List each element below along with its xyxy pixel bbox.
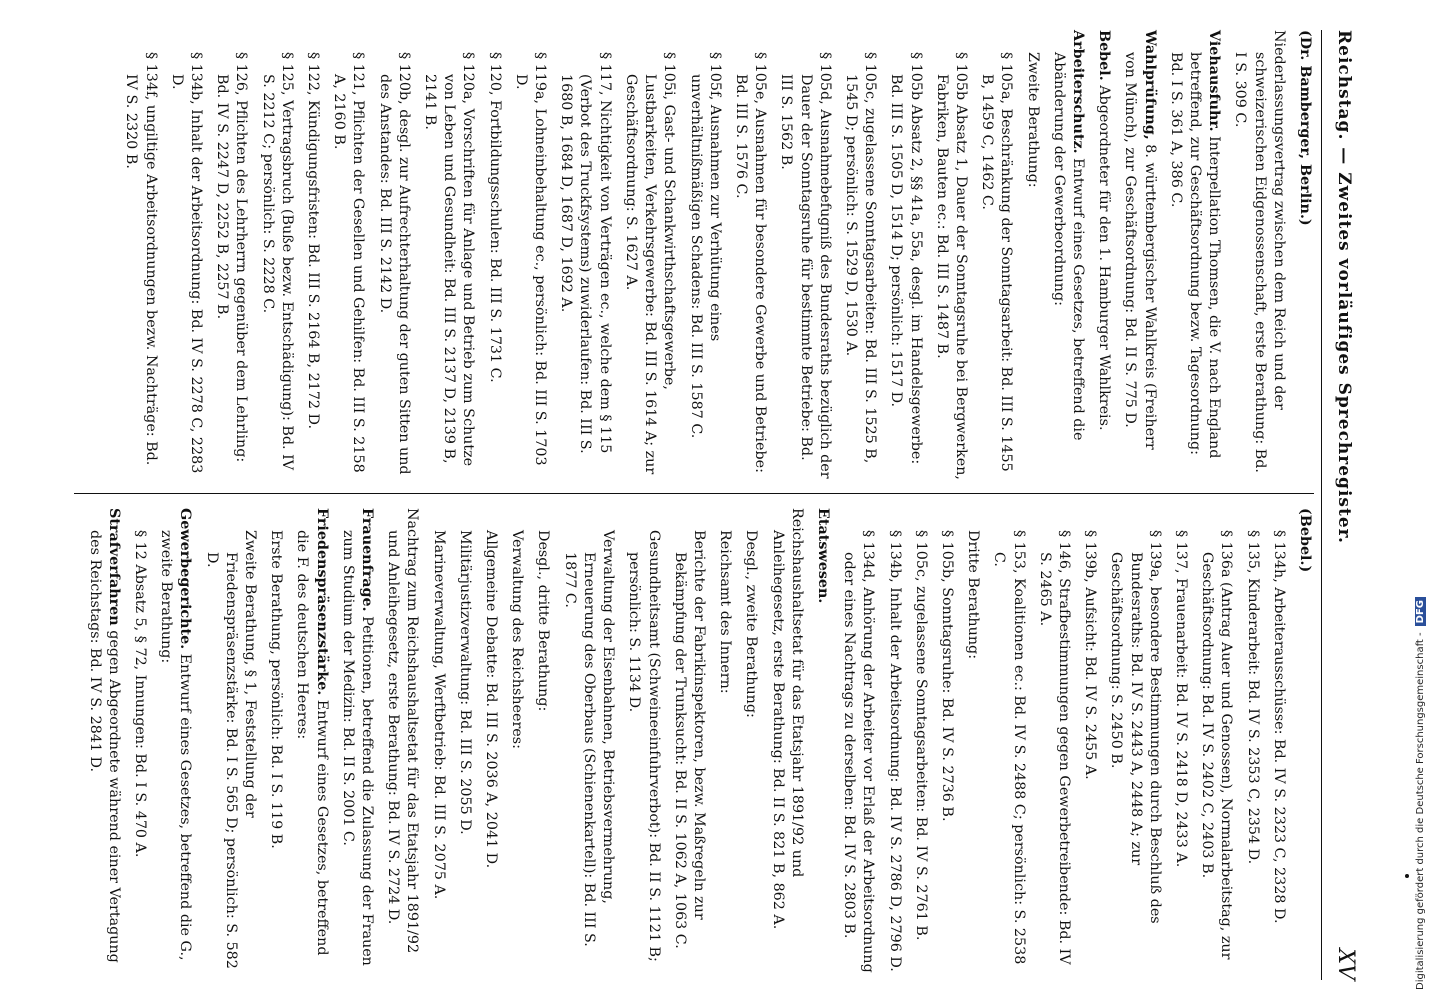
register-entry xyxy=(886,30,924,480)
entry-keyword: Friedenspräsenzstärke. xyxy=(313,508,330,696)
column-divider xyxy=(74,493,1314,494)
register-entry xyxy=(338,508,376,978)
watermark-text: Digitalisierung gefördert durch die Deutsche Forschungsgemeinschaft - xyxy=(1415,632,1426,990)
register-entry xyxy=(329,30,367,480)
entry-text: § 105f, Ausnahmen zur Verhütung eines unverhältnißmäßigen Schadens: Bd. III S. 1587 C. xyxy=(687,52,723,439)
scan-speck xyxy=(1405,874,1409,878)
entry-text: Reichsamt des Innern: xyxy=(717,530,734,694)
entry-text: § 134d, Anhörung der Arbeiter vor Erlaß der Arbeitsordnung oder eines Nachtrags zu derselben: Bd. IV S. 2803 B. xyxy=(841,530,877,973)
entry-text: § 125, Vertragsbruch (Buße bezw. Entschädigung): Bd. IV S. 2212 C; persönlich: S. 2228 C. xyxy=(259,52,295,471)
entry-text: § 134h, Arbeiterausschüsse: Bd. IV S. 2323 C, 2328 D. xyxy=(1270,530,1287,924)
entry-keyword: Wahlprüfung, xyxy=(1141,30,1158,140)
entry-text: Marineverwaltung, Werftbetrieb: Bd. III S. 2075 A. xyxy=(430,530,447,900)
register-entry xyxy=(884,508,903,978)
register-entry xyxy=(201,508,259,978)
register-entry xyxy=(374,30,412,480)
register-entry xyxy=(84,508,122,978)
entry-keyword: Etatswesen. xyxy=(814,508,831,604)
register-entry xyxy=(1269,508,1288,978)
register-entry xyxy=(428,508,447,978)
entry-keyword: Strafverfahren xyxy=(105,508,122,626)
entry-text: Entwurf eines Gesetzes, betreffend die Abänderung der Gewerbeordnung: xyxy=(1050,52,1086,441)
entry-text: § 105d, Ausnahmebefugniß des Bundesraths bezüglich der Dauer der Sonntagsruhe für bestimmte Betriebe: Bd. III S. 1562 B. xyxy=(778,52,833,479)
page-number: XV xyxy=(1333,948,1358,980)
entry-text: § 120, Fortbildungsschulen: Bd. III S. 1731 C. xyxy=(486,52,503,383)
register-entry xyxy=(624,508,662,978)
entry-text: Verwaltung des Reichsheeres: xyxy=(509,530,526,749)
register-entry xyxy=(383,508,421,978)
register-entry xyxy=(507,508,526,978)
register-entry xyxy=(292,508,330,978)
register-entry xyxy=(1022,30,1041,480)
register-entry xyxy=(685,30,723,480)
register-entry xyxy=(670,508,708,978)
register-entry xyxy=(1230,30,1288,480)
running-head: Reichstag. — Zweites vorläufiges Sprechregister. xyxy=(1334,30,1354,544)
register-entry xyxy=(257,30,295,480)
register-entry xyxy=(1106,508,1164,978)
entry-text: gegen Abgeordnete während einer Vertagung des Reichstags: Bd. IV S. 2841 D. xyxy=(86,530,122,963)
register-entry xyxy=(130,508,149,978)
register-entry xyxy=(1120,30,1158,480)
entry-text: Gesundheitsamt (Schweineeinfuhrverbot): Bd. II S. 1121 B; persönlich: S. 1134 D. xyxy=(626,530,662,962)
entry-keyword: Gewerbegerichte. xyxy=(177,508,194,650)
register-entry xyxy=(1035,508,1073,978)
entry-text: Berichte der Fabrikinspektoren, bezw. Maßregeln zur Bekämpfung der Trunksucht: Bd. II S. 1062 A, 1063 C. xyxy=(671,530,707,949)
register-entry xyxy=(1242,508,1261,978)
entry-text: Verwaltung der Eisenbahnen, Betriebsvermehrung, Erneuerung des Oberbaus (Schienenkartell): Bd. III S. 1877 C. xyxy=(561,530,617,947)
register-entry xyxy=(841,30,879,480)
register-entry xyxy=(937,508,956,978)
entry-text: § 105c, zugelassene Sonntagsarbeiten: Bd. IV S. 2761 B. xyxy=(912,530,929,941)
entry-text: § 105b, Sonntagsruhe: Bd. IV S. 2736 B. xyxy=(938,530,955,822)
entry-text: § 105i, Gast- und Schankwirthschaftsgewerbe, Lustbarkeiten, Verkehrsgewerbe: Bd. III S. 1614 A; zur Geschäftsordnung: S. 1627 A. xyxy=(622,52,678,475)
register-entry xyxy=(455,508,474,978)
register-entry xyxy=(621,30,679,480)
register-entry xyxy=(715,508,734,978)
register-entry xyxy=(156,508,194,978)
entry-text: Petitionen, betreffend die Zulassung der Frauen zum Studium der Medizin: Bd. II S. 2001 C. xyxy=(339,530,376,966)
register-entry xyxy=(481,508,500,978)
register-entry xyxy=(989,508,1027,978)
entry-text: Entwurf eines Gesetzes, betreffend die F. des deutschen Heeres: xyxy=(294,530,330,956)
register-entry xyxy=(813,508,832,978)
entry-text: § 121, Pflichten der Gesellen und Gehilfen: Bd. III S. 2158 A, 2160 B. xyxy=(331,52,367,473)
register-entry xyxy=(1197,508,1235,978)
entry-keyword: Viehausfuhr. xyxy=(1206,30,1223,132)
register-entry xyxy=(1166,30,1224,480)
register-entry xyxy=(560,508,618,978)
register-entry xyxy=(731,30,769,480)
register-entry xyxy=(303,30,322,480)
entry-keyword: (Bebel.) xyxy=(1297,508,1313,573)
right-column xyxy=(77,508,1314,978)
entry-text: § 105c, zugelassene Sonntagsarbeiten: Bd. III S. 1525 B, 1545 D; persönlich: S. 1529 D, 1530 A. xyxy=(842,52,879,464)
entry-text: Interpellation Thomsen, die V. nach England betreffend, zur Geschäftsordnung bezw. Tagesordnung: Bd. I S. 361 A, 386 C. xyxy=(1167,52,1223,459)
entry-text: § 134f, ungiltige Arbeitsordnungen bezw. Nachträge: Bd. IV S. 2320 B. xyxy=(123,52,159,466)
register-entry xyxy=(266,508,285,978)
entry-text: § 120a, Vorschriften für Anlage und Betrieb zum Schutze von Leben und Gesundheit: Bd. III S. 2137 D, 2139 B, 2141 B. xyxy=(422,52,477,467)
entry-text: Zweite Berathung, § 1, Feststellung der Friedenspräsenzstärke: Bd. I S. 565 D; persönlich: S. 582 D. xyxy=(203,530,259,969)
register-entry xyxy=(511,30,549,480)
entry-text: § 120b, desgl. zur Aufrechterhaltung der guten Sitten und des Anstandes: Bd. III S. 2142 D. xyxy=(376,52,412,475)
entry-text: § 146, Strafbestimmungen gegen Gewerbetreibende: Bd. IV S. 2465 A. xyxy=(1036,530,1072,965)
entry-keyword: Arbeiterschutz. xyxy=(1069,30,1086,154)
dfg-logo: DFG xyxy=(1415,597,1426,626)
entry-text: § 139a, besondere Bestimmungen durch Beschluß des Bundesraths: Bd. IV S. 2443 A, 2448 A; zur Geschäftsordnung: S. 2450 B. xyxy=(1108,530,1163,924)
entry-text: § 105a, Beschränkung der Sonntagsarbeit: Bd. III S. 1455 B, 1459 C, 1462 C. xyxy=(979,52,1015,472)
entry-text: § 135, Kinderarbeit: Bd. IV S. 2353 C, 2354 D. xyxy=(1244,530,1261,865)
register-entry xyxy=(1171,508,1190,978)
entry-text: § 119a, Lohneinbehaltung ec., persönlich: Bd. III S. 1703 D. xyxy=(512,52,549,466)
entry-keyword: Frauenfrage. xyxy=(359,508,376,612)
register-entry xyxy=(1094,30,1113,480)
entry-text: Entwurf eines Gesetzes, betreffend die G., zweite Berathung: xyxy=(158,530,194,961)
register-entry xyxy=(1080,508,1099,978)
entry-text: § 134b, Inhalt der Arbeitsordnung: Bd. IV S. 2278 C, 2283 D. xyxy=(168,52,205,474)
entry-text: Abgeordneter für den 1. Hamburger Wahlkreis. xyxy=(1096,85,1113,431)
entry-text: § 105e, Ausnahmen für besondere Gewerbe und Betriebe: Bd. III S. 1576 C. xyxy=(732,52,769,473)
register-entry xyxy=(167,30,205,480)
entry-text: § 134b, Inhalt der Arbeitsordnung: Bd. IV S. 2786 D, 2796 D. xyxy=(886,530,903,972)
register-entry xyxy=(556,30,614,480)
register-entry xyxy=(1295,508,1314,978)
register-entry xyxy=(533,508,552,978)
entry-text: § 153, Koalitionen ec.: Bd. IV S. 2488 C; persönlich: S. 2538 C. xyxy=(991,530,1027,965)
entry-text: § 122, Kündigungsfristen: Bd. III S. 2164 B, 2172 D. xyxy=(305,52,322,430)
entry-text: Desgl., zweite Berathung: xyxy=(743,530,760,718)
entry-text: Nachtrag zum Reichshaushaltsetat für das Etatsjahr 1891/92 und Anleihegesetz, erste Berathung: Bd. IV S. 2724 D. xyxy=(385,508,421,954)
entry-keyword: (Dr. Bamberger, Berlin.) xyxy=(1297,30,1313,226)
register-entry xyxy=(932,30,970,480)
entry-text: Erste Berathung, persönlich: Bd. I S. 119 B. xyxy=(268,530,285,849)
entry-text: § 139b, Aufsicht: Bd. IV S. 2455 A. xyxy=(1082,530,1099,780)
entry-text: Niederlassungsvertrag zwischen dem Reich und der schweizerischen Eidgenossenschaft, erste Berathung: Bd. I S. 309 C. xyxy=(1232,30,1287,473)
entry-text: Militärjustizverwaltung: Bd. III S. 2055 D. xyxy=(456,530,473,835)
entry-text: § 105b Absatz 1, Dauer der Sonntagsruhe bei Bergwerken, Fabriken, Bauten ec.: Bd. III S. 1487 B. xyxy=(933,52,969,480)
entry-text: Dritte Berathung: xyxy=(965,530,982,660)
register-entry xyxy=(767,508,805,978)
entry-text: Zweite Berathung: xyxy=(1024,52,1041,188)
entry-keyword: Bebel. xyxy=(1096,30,1113,81)
register-entry xyxy=(839,508,877,978)
entry-text: Allgemeine Debatte: Bd. III S. 2036 A, 2041 D. xyxy=(483,530,500,869)
register-entry xyxy=(484,30,503,480)
register-entry xyxy=(420,30,478,480)
left-column xyxy=(114,30,1314,480)
register-entry xyxy=(963,508,982,978)
register-entry xyxy=(911,508,930,978)
register-page xyxy=(62,30,1362,980)
register-entry xyxy=(212,30,250,480)
dfg-watermark xyxy=(1395,10,1425,990)
entry-text: Reichshaushaltsetat für das Etatsjahr 1891/92 und Anleihegesetz, erste Berathung: Bd. II S. 821 B, 862 A. xyxy=(769,508,805,930)
entry-text: § 136a (Antrag Auer und Genossen), Normalarbeitstag, zur Geschäftsordnung: Bd. IV S. 2402 C, 2403 B. xyxy=(1199,530,1235,960)
entry-text: 8. württembergischer Wahlkreis (Freiherr von Münch), zur Geschäftsordnung: Bd. II S. 775 D. xyxy=(1122,52,1158,450)
entry-text: Desgl., dritte Berathung: xyxy=(535,530,552,712)
register-entry xyxy=(741,508,760,978)
entry-text: § 117, Nichtigkeit von Verträgen ec., welche dem § 115 (Verbot des Truckfsystems) zuwiderlaufen: Bd. III S. 1680 B, 1684 D, 1687 D, 1692 A. xyxy=(558,52,613,454)
page-header xyxy=(1321,30,1362,980)
entry-text: § 126, Pflichten des Lehrherrn gegenüber dem Lehrling: Bd. IV S. 2247 D, 2252 B, 2257 B. xyxy=(214,52,250,463)
register-entry xyxy=(1295,30,1314,480)
register-entry xyxy=(977,30,1015,480)
register-entry xyxy=(121,30,159,480)
entry-text: § 12 Absatz 5, § 72, Innungen: Bd. I S. 470 A. xyxy=(132,530,149,858)
register-entry xyxy=(1049,30,1087,480)
entry-text: § 105b Absatz 2, §§ 41a, 55a, desgl. im Handelsgewerbe: Bd. III S. 1505 D, 1514 D; persönlich: 1517 D. xyxy=(888,52,924,465)
register-entry xyxy=(776,30,834,480)
entry-text: § 137, Frauenarbeit: Bd. IV S. 2418 D, 2433 A. xyxy=(1172,530,1189,868)
